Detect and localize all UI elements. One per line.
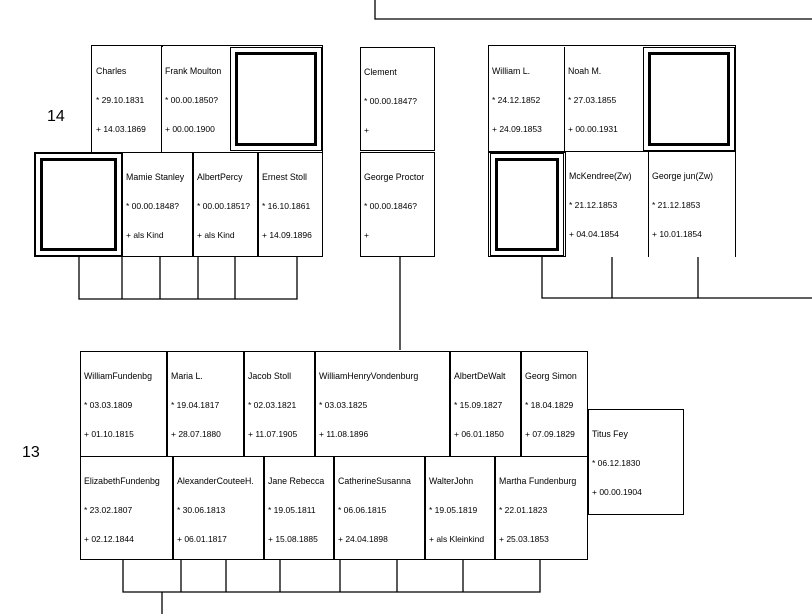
person-name: McKendree(Zw) (569, 171, 632, 182)
person-card-titus-fey[interactable] (588, 409, 684, 515)
person-line: + 01.10.1815 (84, 428, 134, 439)
person-line: + 14.03.1869 (96, 123, 146, 134)
person-card-william-henry-vondenburg[interactable] (315, 351, 450, 457)
person-line: * 19.04.1817 (171, 399, 220, 410)
person-name: Jane Rebecca (268, 476, 325, 487)
person-name: Charles (96, 66, 127, 77)
person-line: + 11.08.1896 (319, 428, 369, 439)
person-card-george-jun[interactable] (649, 152, 735, 257)
person-card-george-proctor[interactable] (360, 152, 435, 257)
person-line: + 14.09.1896 (262, 229, 312, 240)
person-name: AlexanderCouteeH. (177, 476, 254, 487)
person-card-alexander-coutee[interactable] (173, 456, 264, 560)
person-line: + 11.07.1905 (248, 428, 298, 439)
person-card-william-l[interactable] (489, 47, 565, 151)
person-line: * 19.05.1811 (268, 504, 316, 515)
person-line: * 21.12.1853 (569, 199, 618, 210)
person-card-mckendree[interactable] (565, 152, 649, 257)
photo-placeholder-2 (35, 153, 122, 256)
person-line: + (364, 124, 369, 135)
person-line: + 10.01.1854 (652, 228, 702, 239)
person-card-albert-percy[interactable] (193, 152, 258, 257)
person-line: * 27.03.1855 (568, 94, 617, 105)
person-card-martha-fundenburg[interactable] (495, 456, 588, 560)
person-line: + 00.00.1900 (165, 123, 215, 134)
person-line: * 22.01.1823 (499, 504, 548, 515)
person-line: + 06.01.1850 (454, 428, 504, 439)
person-name: Martha Fundenburg (499, 476, 577, 487)
person-name: George jun(Zw) (652, 171, 714, 182)
person-card-maria-l[interactable] (167, 351, 244, 457)
person-name: Georg Simon (525, 371, 577, 382)
person-name: WilliamHenryVondenburg (319, 371, 419, 382)
person-line: + 06.01.1817 (177, 533, 227, 544)
person-line: + 15.08.1885 (268, 533, 318, 544)
connector-top (375, 0, 812, 19)
person-name: George Proctor (364, 172, 425, 183)
person-card-georg-simon[interactable] (521, 351, 588, 457)
person-line: + 24.09.1853 (492, 123, 542, 134)
person-card-albert-dewalt[interactable] (450, 351, 521, 457)
person-line: + als Kind (126, 229, 164, 240)
person-line: * 00.00.1846? (364, 200, 417, 211)
person-card-mamie-stanley[interactable] (122, 152, 193, 257)
person-line: + 02.12.1844 (84, 533, 134, 544)
person-name: Ernest Stoll (262, 172, 307, 183)
person-line: * 15.09.1827 (454, 399, 503, 410)
person-card-frank-moulton[interactable] (162, 47, 230, 153)
person-name: WalterJohn (429, 476, 474, 487)
person-line: * 06.12.1830 (592, 457, 641, 468)
person-name: Mamie Stanley (126, 172, 185, 183)
person-card-ernest-stoll[interactable] (258, 152, 323, 257)
person-line: * 00.00.1847? (364, 95, 417, 106)
person-name: Frank Moulton (165, 66, 222, 77)
generation-label-13: 13 (22, 444, 40, 461)
person-line: * 02.03.1821 (248, 399, 297, 410)
person-name: Titus Fey (592, 429, 628, 440)
photo-placeholder-1 (230, 47, 322, 151)
person-card-walter-john[interactable] (425, 456, 495, 560)
person-card-elizabeth-fundenbg[interactable] (80, 456, 173, 560)
person-card-william-fundenbg[interactable] (80, 351, 167, 457)
person-name: CatherineSusanna (338, 476, 411, 487)
person-name: William L. (492, 66, 531, 77)
person-name: Noah M. (568, 66, 602, 77)
person-line: * 00.00.1851? (197, 200, 250, 211)
photo-placeholder-4 (490, 153, 564, 256)
person-line: * 18.04.1829 (525, 399, 574, 410)
person-name: Clement (364, 67, 397, 78)
person-card-jacob-stoll[interactable] (244, 351, 315, 457)
person-card-jane-rebecca[interactable] (264, 456, 334, 560)
person-line: * 16.10.1861 (262, 200, 311, 211)
person-line: + 25.03.1853 (499, 533, 549, 544)
person-card-charles[interactable] (93, 47, 161, 153)
person-name: AlbertPercy (197, 172, 243, 183)
person-card-clement[interactable] (360, 47, 435, 151)
person-line: * 00.00.1850? (165, 94, 218, 105)
person-line: + 07.09.1829 (525, 428, 575, 439)
person-line: + (364, 229, 369, 240)
person-line: * 21.12.1853 (652, 199, 701, 210)
person-line: + als Kind (197, 229, 235, 240)
person-line: * 03.03.1825 (319, 399, 368, 410)
connector-family-right (542, 257, 812, 298)
person-card-noah-m[interactable] (565, 47, 642, 151)
person-line: + 24.04.1898 (338, 533, 388, 544)
person-line: * 03.03.1809 (84, 399, 133, 410)
person-card-catherine-susanna[interactable] (334, 456, 425, 560)
generation-label-14: 14 (47, 108, 65, 125)
person-name: ElizabethFundenbg (84, 476, 160, 487)
person-line: * 30.06.1813 (177, 504, 226, 515)
person-line: * 06.06.1815 (338, 504, 387, 515)
person-line: + 00.00.1931 (568, 123, 618, 134)
person-line: + als Kleinkind (429, 533, 485, 544)
person-line: * 00.00.1848? (126, 200, 179, 211)
person-line: * 23.02.1807 (84, 504, 133, 515)
person-name: WilliamFundenbg (84, 371, 152, 382)
person-line: * 19.05.1819 (429, 504, 478, 515)
person-line: + 28.07.1880 (171, 428, 221, 439)
photo-placeholder-3 (643, 47, 735, 151)
person-name: Maria L. (171, 371, 203, 382)
person-line: + 04.04.1854 (569, 228, 619, 239)
person-line: * 29.10.1831 (96, 94, 145, 105)
person-name: Jacob Stoll (248, 371, 292, 382)
person-line: + 00.00.1904 (592, 486, 642, 497)
person-line: * 24.12.1852 (492, 94, 541, 105)
connector-family-bottom (123, 560, 540, 592)
connector-family-left (79, 257, 297, 299)
person-name: AlbertDeWalt (454, 371, 506, 382)
